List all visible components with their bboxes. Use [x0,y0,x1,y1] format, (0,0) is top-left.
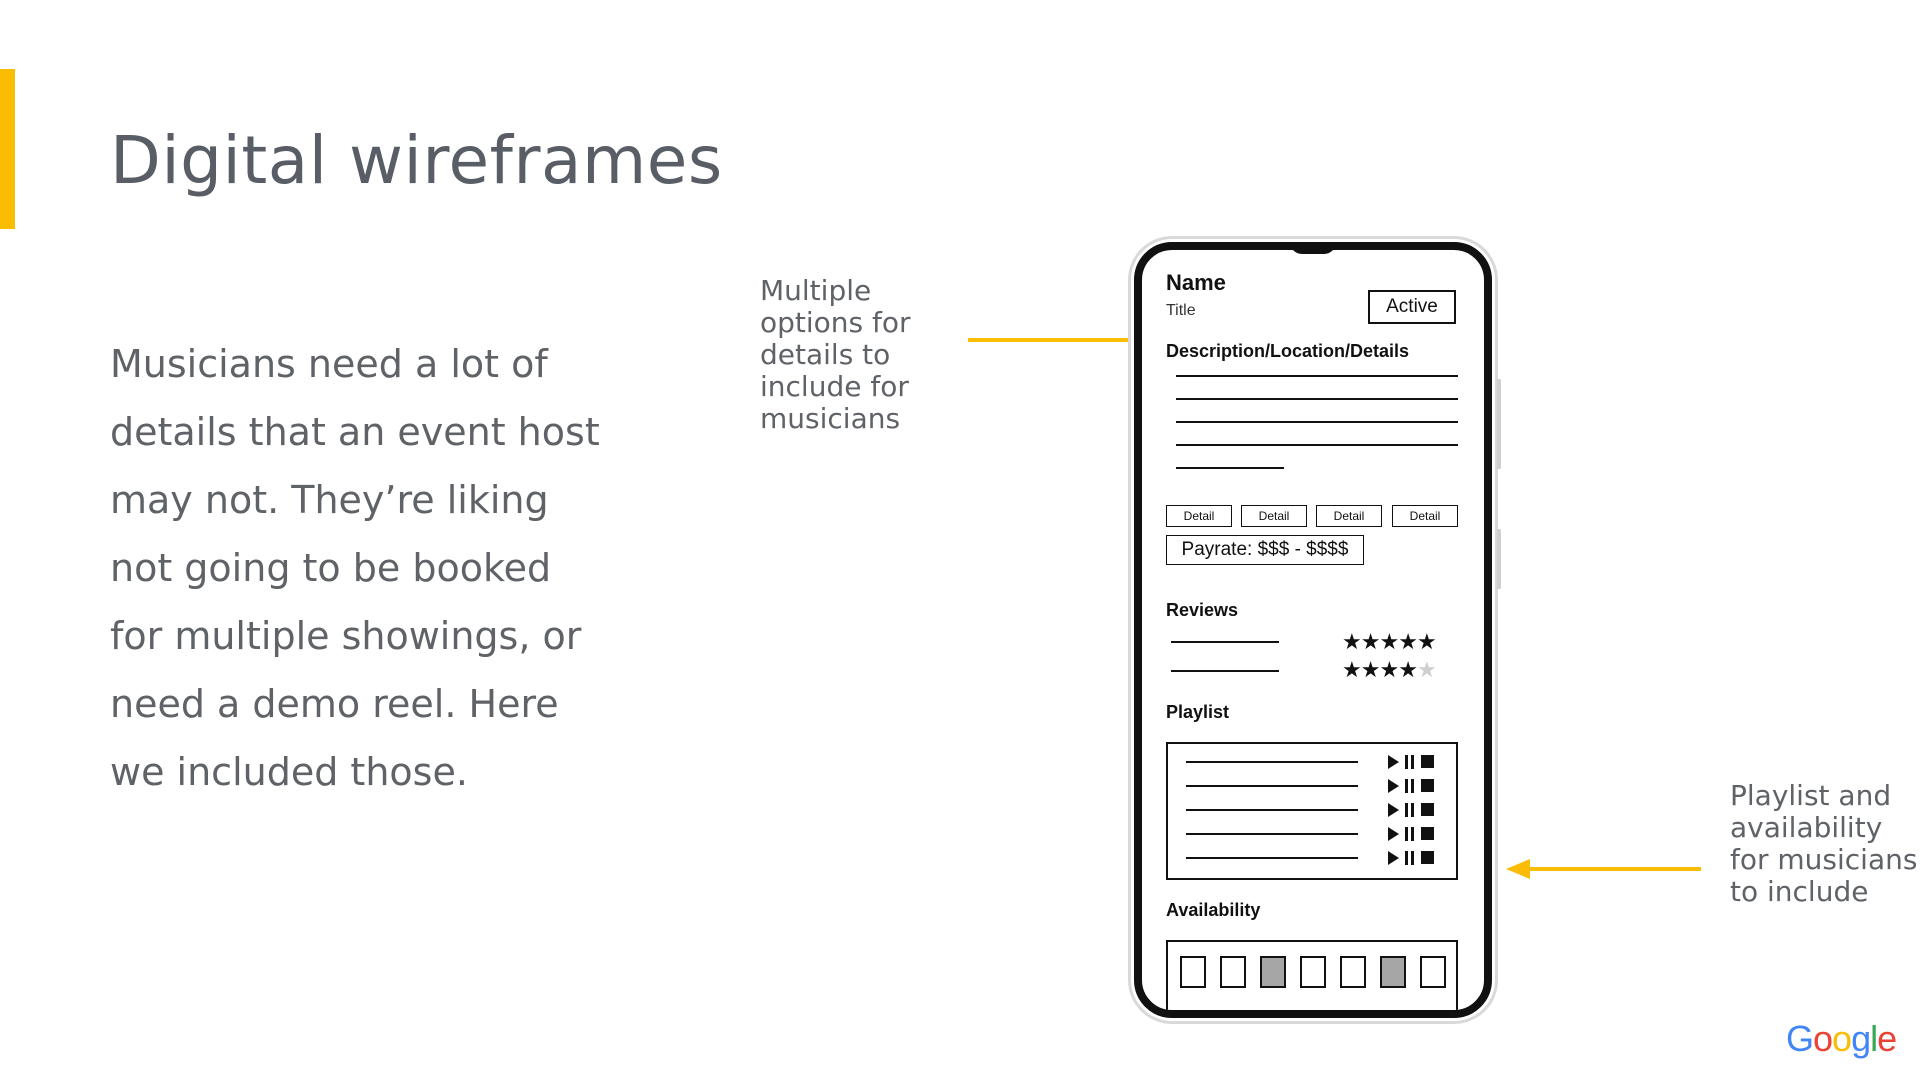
detail-button-3[interactable]: Detail [1316,505,1382,527]
star-icon: ★ [1360,630,1380,655]
review-line [1171,670,1279,672]
playlist-track [1186,848,1442,868]
availability-day-booked[interactable] [1380,956,1406,988]
placeholder-line [1176,421,1458,423]
availability-day[interactable] [1180,956,1206,988]
star-rating [1342,659,1436,683]
google-logo: Google [1786,1018,1897,1059]
wireframe-title: Title [1166,302,1196,319]
playlist-track [1186,800,1442,820]
phone-side-button [1497,529,1501,589]
star-icon: ★ [1416,630,1436,655]
wireframe-name: Name [1166,270,1226,295]
pause-icon[interactable] [1405,827,1415,841]
star-icon: ★ [1398,658,1417,683]
star-icon: ★ [1379,630,1399,655]
play-icon[interactable] [1388,755,1399,769]
description-heading: Description/Location/Details [1166,341,1410,361]
pause-icon[interactable] [1405,851,1415,865]
playlist-track [1186,752,1442,772]
availability-calendar [1166,940,1458,1018]
stop-icon[interactable] [1421,755,1434,768]
arrow-left-icon [1506,859,1701,879]
availability-heading: Availability [1166,900,1261,920]
availability-day[interactable] [1220,956,1246,988]
playlist-track [1186,824,1442,844]
accent-bar [0,69,15,229]
availability-day[interactable] [1340,956,1366,988]
detail-button-1[interactable]: Detail [1166,505,1232,527]
stop-icon[interactable] [1421,803,1434,816]
phone-screen [1134,242,1492,1018]
active-button[interactable]: Active [1368,290,1456,324]
availability-day[interactable] [1300,956,1326,988]
placeholder-line [1176,444,1458,446]
pause-icon[interactable] [1405,803,1415,817]
play-icon[interactable] [1388,779,1399,793]
phone-notch [1290,242,1336,254]
callout-playlist-availability: Playlist and availability for musicians to include [1730,779,1918,908]
availability-day-booked[interactable] [1260,956,1286,988]
pause-icon[interactable] [1405,755,1415,769]
stop-icon[interactable] [1421,827,1434,840]
reviews-heading: Reviews [1166,600,1239,620]
callout-details: Multiple options for details to include for musicians [760,274,911,435]
slide-body-text: Musicians need a lot of details that an event host may not. They’re liking not going to be booked for multiple showings, or need a demo reel. Here we included those. [110,342,600,794]
star-icon: ★ [1360,658,1380,683]
detail-button-4[interactable]: Detail [1392,505,1458,527]
placeholder-line [1176,375,1458,377]
star-icon: ★ [1342,630,1361,655]
phone-side-button [1497,379,1501,469]
star-rating [1342,631,1436,655]
availability-day[interactable] [1420,956,1446,988]
playlist-heading: Playlist [1166,702,1230,722]
playlist-box [1166,742,1458,880]
playlist-track [1186,776,1442,796]
track-line [1186,785,1358,787]
play-icon[interactable] [1388,827,1399,841]
track-line [1186,809,1358,811]
stop-icon[interactable] [1421,851,1434,864]
detail-button-2[interactable]: Detail [1241,505,1307,527]
phone-mockup [1128,236,1498,1024]
play-icon[interactable] [1388,851,1399,865]
pause-icon[interactable] [1405,779,1415,793]
play-icon[interactable] [1388,803,1399,817]
track-line [1186,761,1358,763]
track-line [1186,833,1358,835]
star-icon: ★ [1379,658,1399,683]
slide-title: Digital wireframes [110,122,723,199]
star-icon: ★ [1342,658,1361,683]
track-line [1186,857,1358,859]
placeholder-line [1176,467,1284,469]
payrate-field: Payrate: $$$ - $$$$ [1166,535,1364,565]
review-line [1171,641,1279,643]
star-icon: ★ [1416,658,1436,683]
star-icon: ★ [1398,630,1417,655]
placeholder-line [1176,398,1458,400]
stop-icon[interactable] [1421,779,1434,792]
